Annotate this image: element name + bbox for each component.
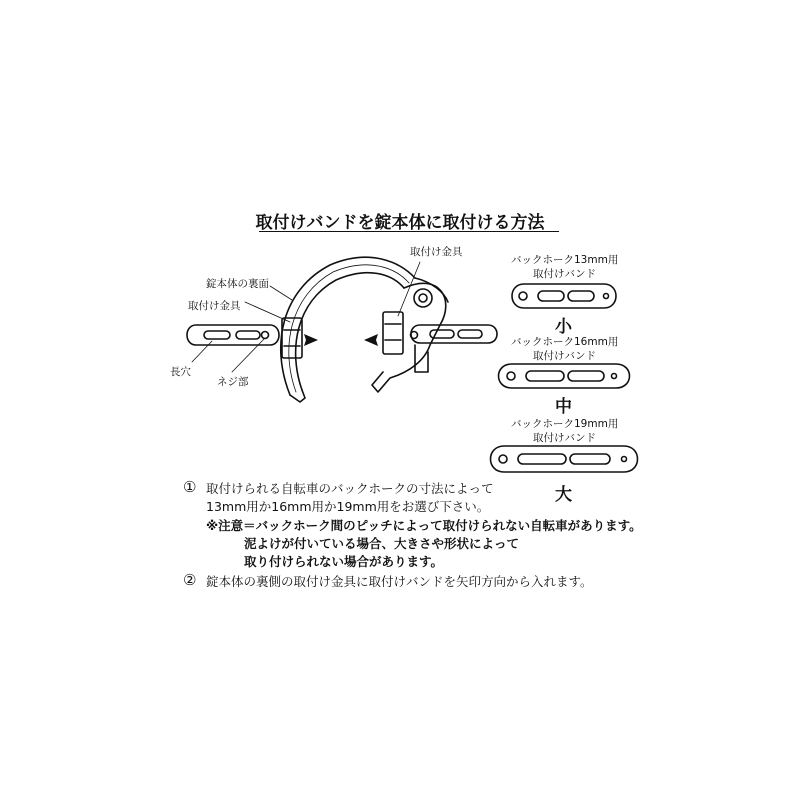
left-band-hole: [262, 332, 269, 339]
lock-keyhole: [414, 289, 432, 307]
label-slot: 長穴: [170, 366, 191, 378]
band-large-hole-left: [499, 455, 507, 463]
band-large-shape: [491, 446, 638, 472]
band-large-slot-2: [570, 454, 610, 464]
label-bracket-top: 取付け金具: [410, 246, 463, 258]
step-2-marker: ②: [183, 571, 197, 589]
band-small-caption-2: 取付けバンド: [533, 268, 596, 280]
lock-keyhole-inner: [419, 294, 427, 302]
band-medium-slot-2: [568, 371, 604, 381]
right-band-slot-2: [458, 330, 482, 338]
band-medium-caption-1: バックホーク16mm用: [511, 336, 619, 348]
note-line-3: 取り付けられない場合があります。: [244, 554, 444, 569]
step-1-marker: ①: [183, 478, 197, 496]
lock-body-arc-inner: [296, 273, 404, 390]
left-band-slot-1: [204, 331, 230, 339]
band-large-caption-1: バックホーク19mm用: [511, 418, 619, 430]
step-1-line-1: 取付けられる自転車のバックホークの寸法によって: [206, 481, 494, 496]
arrow-right-icon: [304, 334, 318, 346]
lock-body-arc: [281, 257, 415, 395]
leader-slot: [192, 341, 212, 362]
band-medium-hole-left: [507, 372, 515, 380]
band-large-hole-right: [622, 457, 627, 462]
right-bracket-detail: [385, 324, 401, 340]
band-large-size: 大: [555, 485, 572, 505]
label-bracket-left: 取付け金具: [188, 300, 241, 312]
leader-screw: [232, 339, 264, 372]
band-small-slot-2: [568, 291, 594, 301]
band-medium-caption-2: 取付けバンド: [533, 350, 596, 362]
lock-body-left-foot: [290, 390, 305, 402]
band-medium-slot-1: [526, 371, 564, 381]
lock-body-arc-ridge: [289, 265, 409, 392]
left-band: [187, 325, 279, 345]
leader-lock-back: [270, 286, 292, 300]
note-line-1: ※注意＝バックホーク間のピッチによって取付けられない自転車があります。: [206, 518, 642, 533]
page-title: 取付けバンドを錠本体に取付ける方法: [255, 213, 545, 233]
arrow-left-icon: [364, 334, 378, 346]
band-medium-hole-right: [612, 374, 617, 379]
band-medium-size: 中: [555, 397, 572, 417]
band-small-caption-1: バックホーク13mm用: [511, 254, 619, 266]
band-large-caption-2: 取付けバンド: [533, 432, 596, 444]
band-small-slot-1: [538, 291, 564, 301]
left-bracket: [282, 318, 302, 358]
left-band-slot-2: [236, 331, 260, 339]
leader-bracket-top: [398, 262, 420, 316]
step-1-line-2: 13mm用か16mm用か19mm用をお選び下さい。: [206, 499, 490, 514]
band-large-slot-1: [518, 454, 566, 464]
step-2-line-1: 錠本体の裏側の取付け金具に取付けバンドを矢印方向から入れます。: [206, 574, 593, 589]
right-bracket: [383, 312, 403, 354]
band-small-hole-right: [604, 294, 609, 299]
label-lock-back: 錠本体の裏面: [206, 278, 269, 290]
band-small-size: 小: [555, 317, 572, 337]
band-small-hole-left: [519, 292, 527, 300]
label-screw: ネジ部: [217, 376, 249, 388]
leader-bracket-left: [245, 302, 290, 322]
note-line-2: 泥よけが付いている場合、大きさや形状によって: [244, 536, 520, 551]
